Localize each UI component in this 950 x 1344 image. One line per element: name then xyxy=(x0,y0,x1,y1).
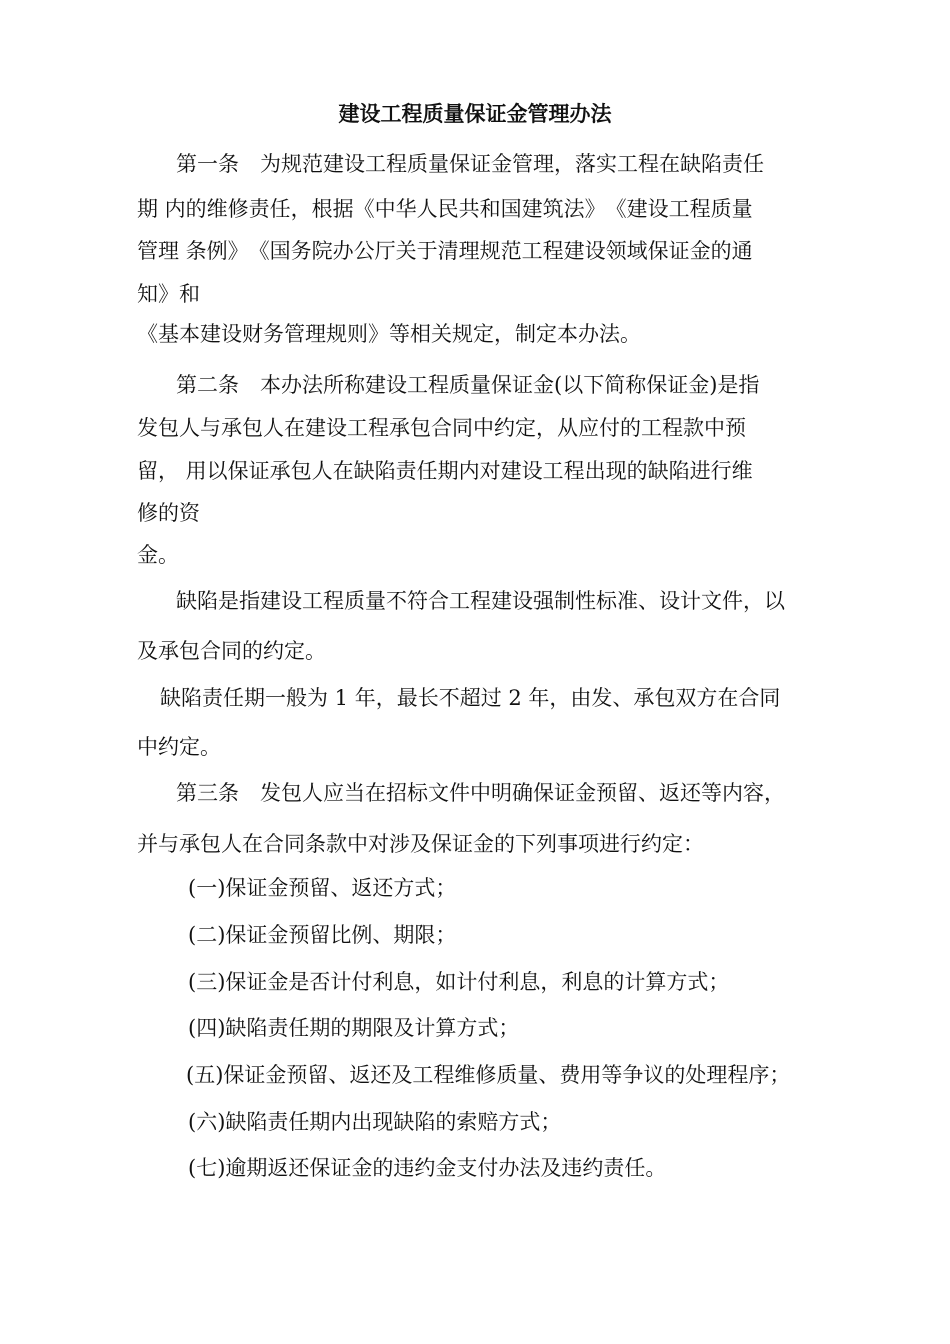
list-item: (七)逾期返还保证金的违约金支付办法及违约责任。 xyxy=(188,1156,667,1180)
paragraph-line: 《基本建设财务管理规则》等相关规定，制定本办法。 xyxy=(137,322,641,346)
paragraph-line: 知》和 xyxy=(137,282,200,306)
paragraph-line: 及承包合同的约定。 xyxy=(137,639,326,663)
list-item: (六)缺陷责任期内出现缺陷的索赔方式； xyxy=(188,1110,562,1134)
list-item: (二)保证金预留比例、期限； xyxy=(188,923,457,947)
list-item: (三)保证金是否计付利息，如计付利息，利息的计算方式； xyxy=(188,970,730,994)
paragraph-line: 第一条 为规范建设工程质量保证金管理，落实工程在缺陷责任 xyxy=(176,152,764,176)
paragraph-line: 期 内的维修责任，根据《中华人民共和国建筑法》 《建设工程质量 xyxy=(137,197,753,221)
paragraph-line: 并与承包人在合同条款中对涉及保证金的下列事项进行约定： xyxy=(137,832,704,856)
paragraph-line: 缺陷是指建设工程质量不符合工程建设强制性标准、设计文件，以 xyxy=(176,589,785,613)
paragraph-line: 留， 用以保证承包人在缺陷责任期内对建设工程出现的缺陷进行维 xyxy=(137,459,753,483)
paragraph-line: 管理 条例》 《国务院办公厅关于清理规范工程建设领域保证金的通 xyxy=(137,239,753,263)
paragraph-line: 第二条 本办法所称建设工程质量保证金(以下简称保证金)是指 xyxy=(176,373,760,397)
list-item: (一)保证金预留、返还方式； xyxy=(188,876,457,900)
list-item: (五)保证金预留、返还及工程维修质量、费用等争议的处理程序； xyxy=(186,1063,791,1087)
paragraph-line: 发包人与承包人在建设工程承包合同中约定，从应付的工程款中预 xyxy=(137,416,746,440)
list-item: (四)缺陷责任期的期限及计算方式； xyxy=(188,1016,520,1040)
paragraph-line: 缺陷责任期一般为 1 年，最长不超过 2 年，由发、承包双方在合同 xyxy=(160,686,781,710)
paragraph-line: 修的资 xyxy=(137,501,200,525)
paragraph-line: 中约定。 xyxy=(137,735,221,759)
document-title: 建设工程质量保证金管理办法 xyxy=(338,102,612,126)
paragraph-line: 金。 xyxy=(137,543,179,567)
paragraph-line: 第三条 发包人应当在招标文件中明确保证金预留、返还等内容， xyxy=(176,781,785,805)
